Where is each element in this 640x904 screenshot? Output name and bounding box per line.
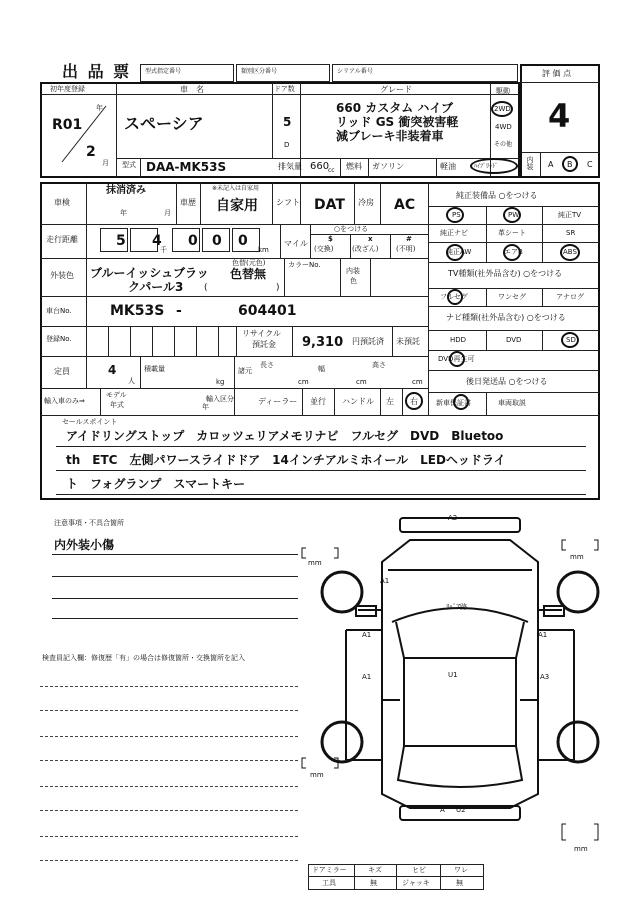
handle-right: 右: [410, 397, 418, 406]
interior-a: A: [548, 160, 554, 169]
grade-line-3: 減ブレーキ非装着車: [336, 129, 444, 143]
notes-title: 注意事項・不具合箇所: [54, 519, 124, 527]
equip-leather: 革シート: [498, 229, 526, 237]
navi-hdd: HDD: [450, 336, 467, 344]
mileage-digit: 0: [188, 233, 198, 249]
model-year-label-2: 年式: [110, 401, 124, 409]
shaken-label: 車検: [54, 198, 70, 207]
fuel-label: 燃料: [346, 162, 362, 171]
drive-label: 駆動: [496, 87, 510, 95]
car-name-label: 車 名: [180, 85, 204, 94]
equip-tv: 純正TV: [558, 211, 582, 219]
diag-a1-right: A1: [538, 631, 548, 639]
sales-line-2: th ETC 左側パワースライドドア 14インチアルミホイール LEDヘッドライ: [66, 453, 506, 467]
color-no-label: カラーNo.: [288, 261, 321, 269]
grade-label: グレード: [380, 85, 412, 94]
footer-jack-value: 無: [456, 879, 463, 887]
doors-label: ドア数: [274, 85, 295, 93]
warranty-circle: [453, 394, 469, 410]
swap-label: (交換): [314, 245, 334, 253]
chassis-label: 車台No.: [46, 307, 72, 315]
dvd-play: DVD再生可: [438, 355, 475, 363]
tv-analog: アナログ: [556, 293, 584, 301]
width-label: 幅: [318, 365, 325, 373]
form-no-label: 型式指定番号: [145, 68, 182, 75]
unknown-label: (不明): [396, 245, 416, 253]
height-cm: cm: [412, 378, 423, 386]
modified-symbol: x: [368, 235, 373, 243]
swap-symbol: $: [328, 235, 333, 243]
handle-right-circle: [405, 392, 423, 410]
chassis-prefix: MK53S: [110, 303, 165, 319]
drive-2wd: 2WD: [494, 105, 511, 113]
shift-label: シフト: [276, 198, 300, 207]
model-value: DAA-MK53S: [146, 160, 227, 174]
dims-label: 諸元: [238, 367, 252, 375]
category-no-cell: [236, 64, 330, 82]
mileage-digit: 4: [152, 233, 162, 249]
tv-fullseg-circle: [447, 289, 463, 305]
navi-dvd: DVD: [506, 336, 522, 344]
fuel-hybrid: ﾊｲﾌﾞﾘｯﾄﾞ: [474, 163, 499, 170]
grade-line-1: 660 カスタム ハイブ: [336, 101, 454, 115]
interior-b: B: [567, 160, 573, 169]
km-unit: km: [258, 246, 269, 254]
equip-navi: 純正ナビ: [440, 229, 468, 237]
recycle-value: 9,310: [302, 335, 344, 350]
recycle-label-2: 預託金: [252, 340, 276, 349]
shaken-value: 抹消済み: [106, 185, 146, 196]
diag-mm: mm: [310, 771, 324, 779]
equip-pw: PW: [508, 211, 520, 219]
drive-2wd-circle: [491, 101, 513, 117]
color-line-1: ブルーイッシュブラッ: [90, 266, 209, 280]
fuel-gasoline: ガソリン: [372, 162, 404, 171]
interior-b-circle: [562, 156, 578, 172]
int-color-label-1: 内装: [346, 267, 360, 275]
ac-value: AC: [394, 197, 416, 213]
doors-value: 5: [283, 115, 292, 129]
footer-tools-value: 無: [370, 879, 377, 887]
month-mark: 月: [102, 159, 109, 167]
import-parallel: 並行: [310, 397, 326, 406]
history-label: 車歴: [180, 198, 196, 207]
equip-airbag-circle: [503, 244, 521, 261]
equip-ps-circle: [446, 207, 464, 223]
width-cm: cm: [356, 378, 367, 386]
drive-4wd: 4WD: [495, 123, 512, 131]
footer-jack: ジャッキ: [402, 879, 430, 887]
first-reg-label: 初年度登録: [50, 85, 85, 93]
car-name: スペーシア: [124, 114, 204, 133]
footer-tools: 工具: [322, 879, 336, 887]
sales-title: セールスポイント: [62, 418, 118, 426]
history-value: 自家用: [216, 198, 258, 214]
equip-pw-circle: [503, 207, 521, 223]
shaken-month-mark: 月: [164, 209, 171, 217]
equip-airbag: エアB: [504, 248, 523, 256]
serial-no-cell: [332, 64, 518, 82]
length-label: 長さ: [260, 361, 274, 369]
footer-break: ワレ: [454, 866, 468, 874]
inspector-title: 検査員記入欄：修復歴「有」の場合は修復箇所・交換箇所を記入: [42, 654, 245, 662]
mileage-label: 走行距離: [46, 235, 78, 244]
chassis-dash: -: [176, 303, 182, 319]
kg-unit: kg: [216, 378, 225, 386]
drive-other: その他: [494, 141, 513, 148]
diag-repair: ﾘﾍﾟｱ跡: [446, 603, 467, 611]
person-unit: 人: [128, 377, 135, 385]
tv-oneseg: ワンセグ: [498, 293, 526, 301]
diag-u2: U2: [456, 806, 466, 814]
equip-aw-circle: [446, 244, 464, 261]
serial-no-label: シリアル番号: [337, 68, 373, 75]
diag-a2: A2: [448, 514, 458, 522]
diag-a: A: [440, 806, 445, 814]
capacity-label: 定員: [54, 367, 70, 376]
tv-title: TV種類(社外品含む) ○をつける: [448, 269, 563, 278]
equip-abs-circle: [560, 244, 580, 261]
length-cm: cm: [298, 378, 309, 386]
diag-a1-lower: A1: [362, 673, 372, 681]
mileage-digit: 5: [116, 233, 126, 249]
navi-title: ナビ種類(社外品含む) ○をつける: [446, 313, 566, 322]
first-reg-month: 2: [86, 144, 96, 160]
mileage-digit: 0: [238, 233, 248, 249]
mileage-digit: 0: [212, 233, 222, 249]
modified-label: (改ざん): [352, 245, 379, 253]
score-value: 4: [548, 97, 571, 135]
circle-note: ○をつける: [334, 225, 369, 233]
color-orig-label: 色替(元色): [232, 259, 266, 267]
notes-text: 内外装小傷: [54, 538, 115, 552]
recycle-status: 円預託済: [352, 337, 384, 346]
tv-fullseg: フルセグ: [440, 293, 468, 301]
import-class-label: 輸入区分: [206, 395, 234, 403]
category-no-label: 類別区分番号: [241, 68, 278, 75]
color-paren-open: (: [204, 283, 208, 293]
oem-title: 純正装備品 ○をつける: [456, 191, 538, 200]
later-manual: 車両取説: [498, 399, 526, 407]
footer-scratch: キズ: [368, 866, 382, 874]
unknown-symbol: #: [406, 235, 412, 243]
sales-line-1: アイドリングストップ カロッツェリアメモリナビ フルセグ DVD Bluetoo: [66, 429, 504, 443]
diag-a1-hood: A1: [380, 577, 390, 585]
import-year-mark: 年: [202, 403, 209, 411]
footer-crack: ヒビ: [412, 866, 426, 874]
year-mark: 年: [96, 104, 103, 112]
color-line-2: クパール3: [128, 280, 184, 294]
import-dealer: ディーラー: [258, 397, 298, 406]
diag-mm: mm: [308, 559, 322, 567]
displacement-value: 660: [310, 161, 330, 172]
color-label: 外装色: [50, 271, 74, 280]
form-no-cell: [140, 64, 234, 82]
grade-line-2: リッド GS 衝突被害軽: [336, 115, 459, 129]
height-label: 高さ: [372, 361, 386, 369]
mile-label: マイル: [284, 239, 308, 248]
interior-label: 内装: [526, 156, 534, 170]
navi-sd: SD: [566, 336, 576, 344]
int-color-label-2: 色: [350, 277, 357, 285]
score-label: 評 価 点: [542, 69, 572, 78]
color-paren-close: ): [276, 283, 280, 293]
model-year-label-1: モデル: [106, 391, 127, 399]
capacity-value: 4: [108, 363, 117, 377]
model-label: 型式: [122, 161, 136, 169]
later-warranty: 新車保証書: [436, 399, 471, 407]
first-reg-era: R01: [52, 117, 83, 133]
diag-mm: mm: [574, 845, 588, 853]
handle-label: ハンドル: [342, 397, 374, 406]
diag-mm: mm: [570, 553, 584, 561]
handle-left: 左: [386, 397, 394, 406]
later-title: 後日発送品 ○をつける: [466, 377, 548, 386]
interior-c: C: [587, 160, 593, 169]
recycle-unpaid: 未預託: [396, 337, 420, 346]
cc-unit: cc: [328, 167, 335, 174]
equip-sr: SR: [566, 229, 576, 237]
footer-mirror: ドアミラー: [312, 866, 347, 874]
equip-ps: PS: [452, 211, 461, 219]
load-label: 積載量: [144, 365, 165, 373]
diag-u1: U1: [448, 671, 458, 679]
fuel-diesel: 軽油: [440, 162, 456, 171]
shift-value: DAT: [314, 197, 345, 213]
navi-sd-circle: [561, 332, 579, 348]
dvd-play-circle: [449, 351, 465, 367]
displacement-label: 排気量: [278, 162, 302, 171]
equip-abs: ABS: [563, 248, 577, 256]
car-damage-diagram: [300, 510, 620, 880]
thousand-mark: 千: [160, 246, 167, 254]
recycle-label-1: リサイクル: [242, 329, 281, 338]
ac-label: 冷房: [358, 198, 374, 207]
sheet-title: 出 品 票: [62, 62, 132, 81]
color-orig-value: 色替無: [230, 267, 267, 281]
reg-no-label: 登録No.: [46, 335, 72, 343]
date-slash: [60, 104, 108, 164]
hybrid-circle: [470, 158, 518, 174]
doors-sub: D: [284, 141, 290, 149]
diag-a3: A3: [540, 673, 550, 681]
import-label: 輸入車のみ⇒: [44, 397, 85, 405]
shaken-year-mark: 年: [120, 209, 127, 217]
chassis-number: 604401: [238, 303, 297, 319]
diag-a1-left: A1: [362, 631, 372, 639]
sales-line-3: ト フォグランプ スマートキー: [66, 477, 246, 491]
equip-aw: 純正AW: [446, 248, 472, 256]
history-note: ※未記入は自家用: [212, 185, 260, 192]
